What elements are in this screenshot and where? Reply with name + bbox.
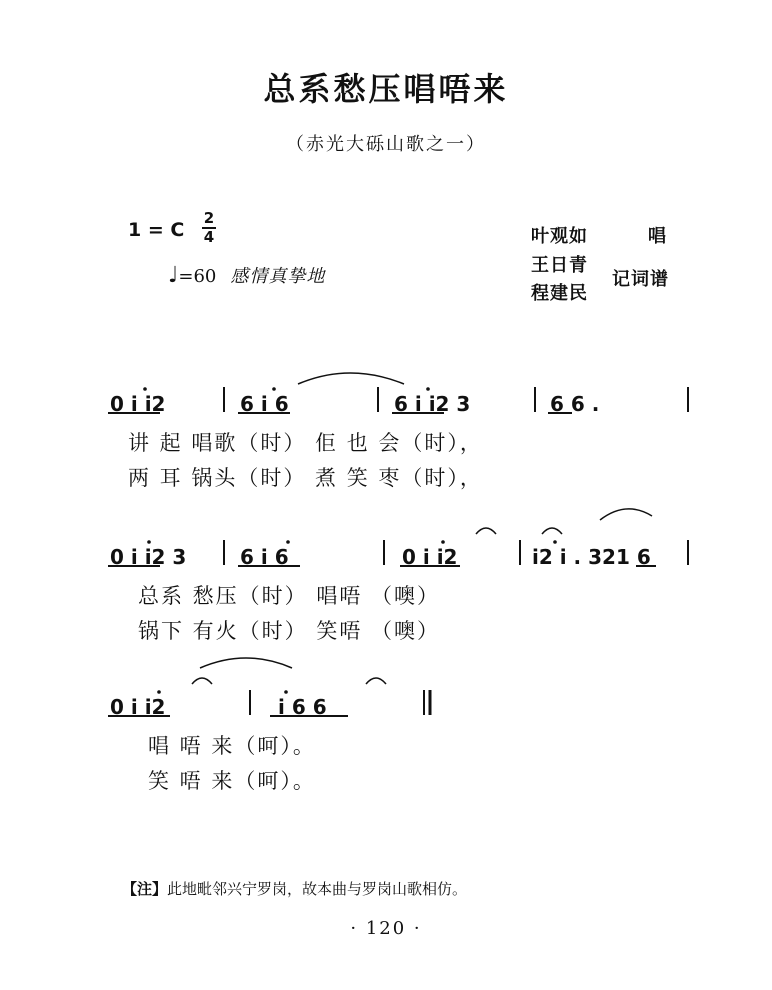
recorder-role: 记词谱 (612, 269, 669, 290)
footnote-label: 【注】 (122, 880, 168, 898)
recorder-name-2: 程建民 (531, 283, 588, 304)
system-2-bar-4: i2 i . 321 6 (532, 545, 651, 569)
system-1-lyric-1: 讲 起 唱歌（时） 佢 也 会（时）， (128, 431, 483, 455)
system-3-bar-2: i 6 6 (278, 695, 327, 719)
system-2-lyric-1: 总系 愁压（时） 唱唔 （噢） (138, 584, 441, 608)
system-3-lyric-1: 唱 唔 来（呵）。 (148, 734, 316, 758)
page-title: 总系愁压唱唔来 (263, 70, 509, 108)
recorder-name-1: 王日青 (531, 255, 588, 276)
system-1-bar-3: 6 i i2 3 (394, 392, 471, 416)
quarter-note-icon: ♩ (168, 263, 179, 288)
system-2-bar-1: 0 i i2 3 (110, 545, 187, 569)
system-2-lyric-2: 锅下 有火（时） 笑唔 （噢） (138, 619, 441, 643)
system-1-lyric-2: 两 耳 锅头（时） 煮 笑 枣（时）， (128, 466, 483, 490)
footnote-text: 此地毗邻兴宁罗岗，故本曲与罗岗山歌相仿。 (167, 880, 468, 898)
expression-marking: 感情真挚地 (230, 266, 326, 287)
subtitle: （赤光大砾山歌之一） (286, 134, 486, 155)
system-2-bar-3: 0 i i2 (402, 545, 458, 569)
page-number: · 120 · (350, 918, 422, 939)
footnote (122, 878, 467, 899)
system-1-bar-2: 6 i 6 (240, 392, 289, 416)
system-1-bar-1: 0 i i2 (110, 392, 166, 416)
tempo-value: =60 (178, 266, 217, 287)
system-3-lyric-2: 笑 唔 来（呵）。 (148, 769, 316, 793)
system-3-bar-1: 0 i i2 (110, 695, 166, 719)
singer-role: 唱 (648, 226, 667, 247)
singer-name: 叶观如 (531, 226, 588, 247)
time-signature-top: 2 (203, 209, 215, 227)
system-2-bar-2: 6 i 6 (240, 545, 289, 569)
system-1-bar-4: 6 6 . (550, 392, 600, 416)
time-signature-bottom: 4 (203, 228, 215, 246)
key-signature: 1 = C (128, 219, 185, 241)
